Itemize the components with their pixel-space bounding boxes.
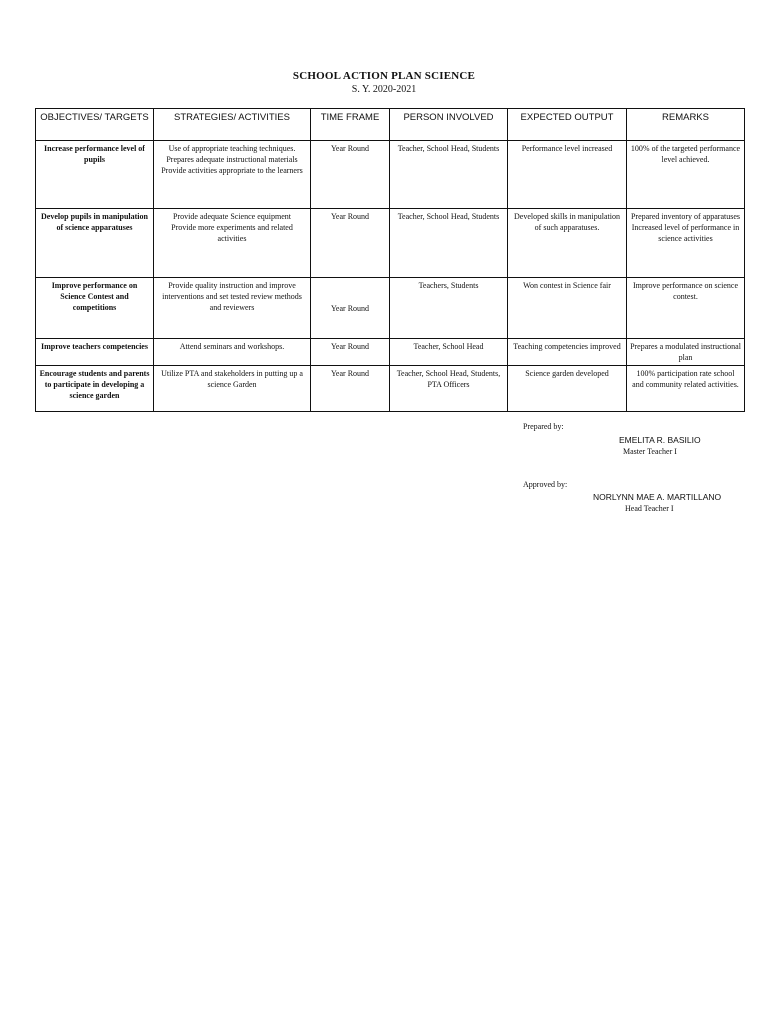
time-frame-cell: Year Round	[311, 278, 390, 339]
strategy-line: Provide more experiments and related activities	[171, 223, 293, 243]
table-row	[36, 141, 745, 209]
remarks-cell: 100% of the targeted performance level achieved.	[627, 141, 745, 209]
strategy-line: Utilize PTA and stakeholders in putting up a science Garden	[161, 369, 303, 389]
strategy-line: Attend seminars and workshops.	[179, 342, 285, 351]
persons-cell: Teacher, School Head, Students	[390, 209, 508, 278]
time-frame-cell: Year Round	[311, 141, 390, 209]
header-person-involved: PERSON INVOLVED	[390, 109, 508, 141]
objective-cell: Encourage students and parents to participate in developing a science garden	[36, 366, 154, 412]
strategies-cell	[154, 209, 311, 278]
remarks-cell: Prepares a modulated instructional plan	[627, 339, 745, 366]
header-strategies: STRATEGIES/ ACTIVITIES	[154, 109, 311, 141]
approved-by-name: NORLYNN MAE A. MARTILLANO	[593, 492, 722, 502]
persons-cell: Teacher, School Head, Students, PTA Officers	[390, 366, 508, 412]
output-cell: Science garden developed	[508, 366, 627, 412]
table-row	[36, 339, 745, 366]
persons-cell: Teachers, Students	[390, 278, 508, 339]
remarks-cell: 100% participation rate school and community related activities.	[627, 366, 745, 412]
approved-by-title: Head Teacher I	[625, 504, 674, 513]
table-row	[36, 278, 745, 339]
prepared-by-title: Master Teacher I	[623, 447, 677, 456]
header-objectives: OBJECTIVES/ TARGETS	[36, 109, 154, 141]
objective-cell: Improve performance on Science Contest and competitions	[36, 278, 154, 339]
action-plan-table	[35, 108, 745, 412]
strategies-cell	[154, 278, 311, 339]
time-frame-cell: Year Round	[311, 339, 390, 366]
remarks-cell: Prepared inventory of apparatuses Increased level of performance in science activities	[627, 209, 745, 278]
strategy-line: Provide adequate Science equipment	[173, 212, 291, 221]
output-cell: Won contest in Science fair	[508, 278, 627, 339]
objective-cell: Increase performance level of pupils	[36, 141, 154, 209]
strategy-line: Prepares adequate instructional materials	[166, 155, 298, 164]
prepared-by-label: Prepared by:	[523, 422, 564, 431]
table-row	[36, 209, 745, 278]
strategies-cell	[154, 366, 311, 412]
persons-cell: Teacher, School Head, Students	[390, 141, 508, 209]
approved-by-label: Approved by:	[523, 480, 568, 489]
time-frame-cell: Year Round	[311, 366, 390, 412]
table-row	[36, 366, 745, 412]
time-frame-cell: Year Round	[311, 209, 390, 278]
header-expected-output: EXPECTED OUTPUT	[508, 109, 627, 141]
strategy-line: Use of appropriate teaching techniques.	[168, 144, 296, 153]
output-cell: Performance level increased	[508, 141, 627, 209]
header-remarks: REMARKS	[627, 109, 745, 141]
objective-cell: Develop pupils in manipulation of science apparatuses	[36, 209, 154, 278]
header-time-frame: TIME FRAME	[311, 109, 390, 141]
persons-cell: Teacher, School Head	[390, 339, 508, 366]
output-cell: Developed skills in manipulation of such apparatuses.	[508, 209, 627, 278]
remarks-cell: Improve performance on science contest.	[627, 278, 745, 339]
strategy-line: Provide quality instruction and improve interventions and set tested review methods and reviewers	[162, 281, 302, 312]
prepared-by-name: EMELITA R. BASILIO	[619, 435, 701, 445]
school-year: S. Y. 2020-2021	[351, 84, 417, 95]
objective-cell: Improve teachers competencies	[36, 339, 154, 366]
strategies-cell	[154, 339, 311, 366]
output-cell: Teaching competencies improved	[508, 339, 627, 366]
strategy-line: Provide activities appropriate to the learners	[161, 166, 303, 175]
strategies-cell	[154, 141, 311, 209]
table-header-row	[36, 109, 745, 141]
document-title: SCHOOL ACTION PLAN SCIENCE	[292, 70, 476, 82]
